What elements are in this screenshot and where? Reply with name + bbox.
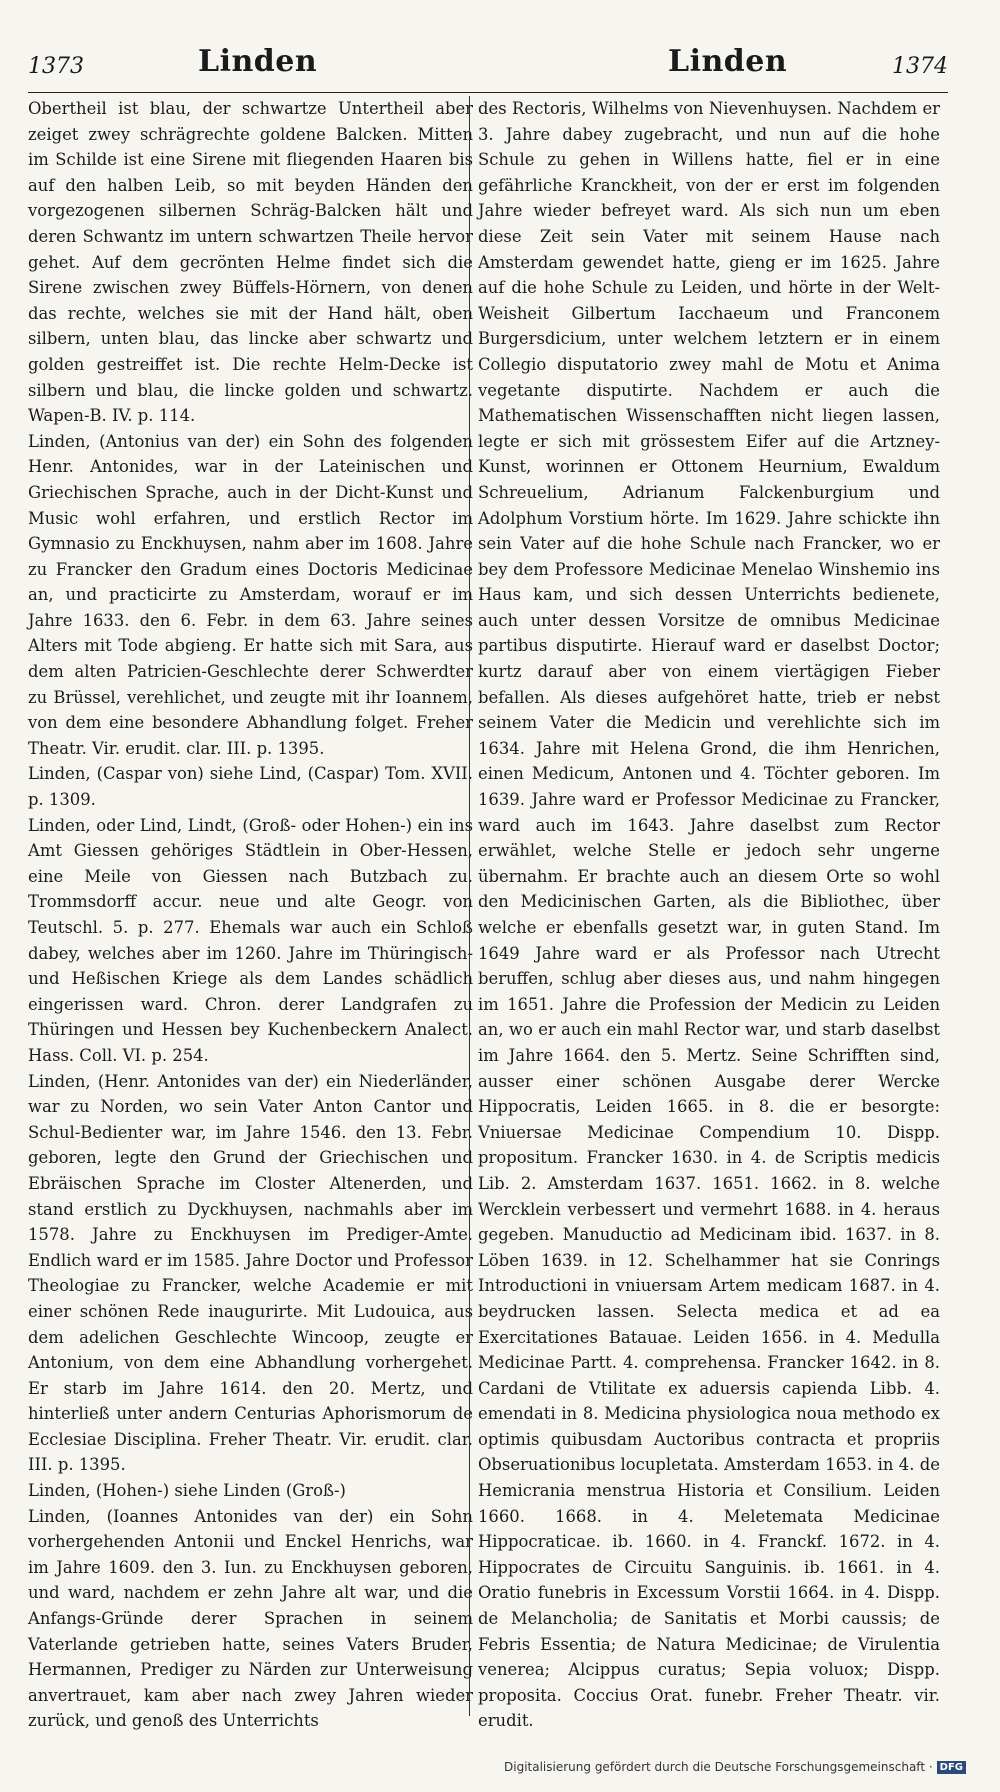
entry-paragraph: Linden, (Henr. Antonides van der) ein Niederländer, war zu Norden, wo sein Vater Anton Cantor und Schul-Bedienter war, im Jahre 1546. den 13. Febr. geboren, legte den Grund der Griechischen und Ebräischen Sprache im Closter Altenerden, und stand erstlich zu Dyckhuysen, nachmahls aber im 1578. Jahre zu Enckhuysen im Prediger-Amte. Endlich ward er im 1585. Jahre Doctor und Professor Theologiae zu Francker, welche Academie er mit einer schönen Rede inaugurirte. Mit Ludouica, aus dem adelichen Geschlechte Wincoop, zeugte er Antonium, von dem eine Abhandlung vorhergehet. Er starb im Jahre 1614. den 20. Mertz, und hinterließ unter andern Centurias Aphorismorum de Ecclesiae Disciplina. Freher Theatr. Vir. erudit. clar. III. p. 1395.	[28, 1071, 473, 1475]
entry-paragraph: Linden, (Antonius van der) ein Sohn des folgenden Henr. Antonides, war in der Lateinischen und Griechischen Sprache, auch in der Dicht-Kunst und Music wohl erfahren, und erstlich Rector im Gymnasio zu Enckhuysen, nahm aber im 1608. Jahre zu Francker den Gradum eines Doctoris Medicinae an, und practicirte zu Amsterdam, worauf er im Jahre 1633. den 6. Febr. in dem 63. Jahre seines Alters mit Tode abgieng. Er hatte sich mit Sara, aus dem alten Patricien-Geschlechte derer Schwerdter zu Brüssel, verehlichet, und zeugte mit ihr Ioannem, von dem eine besondere Abhandlung folget. Freher Theatr. Vir. erudit. clar. III. p. 1395.	[28, 431, 473, 758]
right-page-number: 1374	[892, 54, 948, 79]
left-column	[28, 96, 473, 1734]
entry-paragraph: Linden, (Hohen-) siehe Linden (Groß-)	[28, 1481, 346, 1501]
digitization-footer	[504, 1760, 966, 1774]
footer-text: Digitalisierung gefördert durch die Deutsche Forschungsgemeinschaft ·	[504, 1760, 933, 1774]
right-column	[478, 96, 940, 1734]
entry-paragraph: Obertheil ist blau, der schwartze Untertheil aber zeiget zwey schrägrechte goldene Balcken. Mitten im Schilde ist eine Sirene mit fliegenden Haaren bis auf den halben Leib, so mit beyden Händen den vorgezogenen silbernen Schräg-Balcken hält und deren Schwantz im untern schwartzen Theile hervor gehet. Auf dem gecrönten Helme findet sich die Sirene zwischen zwey Büffels-Hörnern, von denen das rechte, welches sie mit der Hand hält, oben silbern, unten blau, das lincke aber schwartz und golden gestreiffet ist. Die rechte Helm-Decke ist silbern und blau, die lincke golden und schwartz. Wapen-B. IV. p. 114.	[28, 99, 473, 426]
entry-paragraph: Linden, (Caspar von) siehe Lind, (Caspar) Tom. XVII. p. 1309.	[28, 764, 473, 810]
dfg-logo: DFG	[937, 1761, 966, 1774]
right-column-title: Linden	[668, 44, 788, 79]
page-header	[28, 44, 948, 84]
left-page-number: 1373	[28, 54, 84, 79]
entry-paragraph: Linden, oder Lind, Lindt, (Groß- oder Hohen-) ein ins Amt Giessen gehöriges Städtlein in Ober-Hessen, eine Meile von Giessen nach Butzbach zu. Trommsdorff accur. neue und alte Geogr. von Teutschl. 5. p. 277. Ehemals war auch ein Schloß dabey, welches aber im 1260. Jahre im Thüringisch- und Heßischen Kriege als dem Landes schädlich eingerissen ward. Chron. derer Landgrafen zu Thüringen und Hessen bey Kuchenbeckern Analect. Hass. Coll. VI. p. 254.	[28, 815, 473, 1065]
entry-paragraph: des Rectoris, Wilhelms von Nievenhuysen. Nachdem er 3. Jahre dabey zugebracht, und nun auf die hohe Schule zu gehen in Willens hatte, fiel er in eine gefährliche Kranckheit, von der er erst im folgenden Jahre wieder befreyet ward. Als sich nun um eben diese Zeit sein Vater mit seinem Hause nach Amsterdam gewendet hatte, gieng er im 1625. Jahre auf die hohe Schule zu Leiden, und hörte in der Welt-Weisheit Gilbertum Iacchaeum und Franconem Burgersdicium, unter welchem letztern er in einem Collegio disputatorio zwey mahl de Motu et Anima vegetante disputirte. Nachdem er auch die Mathematischen Wissenschafften nicht liegen lassen, legte er sich mit grössestem Eifer auf die Artzney-Kunst, worinnen er Ottonem Heurnium, Ewaldum Schreuelium, Adrianum Falckenburgium und Adolphum Vorstium hörte. Im 1629. Jahre schickte ihn sein Vater auf die hohe Schule nach Francker, wo er bey dem Professore Medicinae Menelao Winshemio ins Haus kam, und sich dessen Unterrichts bedienete, auch unter dessen Vorsitze de omnibus Medicinae partibus disputirte. Hierauf ward er daselbst Doctor; kurtz darauf aber von einem viertägigen Fieber befallen. Als dieses aufgehöret hatte, trieb er nebst seinem Vater die Medicin und verehlichte sich im 1634. Jahre mit Helena Grond, die ihm Henrichen, einen Medicum, Antonen und 4. Töchter geboren. Im 1639. Jahre ward er Professor Medicinae zu Francker, ward auch im 1643. Jahre daselbst zum Rector erwählet, welche Stelle er jedoch sehr ungerne übernahm. Er brachte auch an diesem Orte so wohl den Medicinischen Garten, als die Bibliothec, über welche er ebenfalls gesetzt war, in guten Stand. Im 1649 Jahre ward er als Professor nach Utrecht beruffen, schlug aber dieses aus, und nahm hingegen im 1651. Jahre die Profession der Medicin zu Leiden an, wo er auch ein mahl Rector war, und starb daselbst im Jahre 1664. den 5. Mertz. Seine Schrifften sind, ausser einer schönen Ausgabe derer Wercke Hippocratis, Leiden 1665. in 8. die er besorgte: Vniuersae Medicinae Compendium 10. Dispp. propositum. Francker 1630. in 4. de Scriptis medicis Lib. 2. Amsterdam 1637. 1651. 1662. in 8. welche Wercklein verbessert und vermehrt 1688. in 4. heraus gegeben. Manuductio ad Medicinam ibid. 1637. in 8. Löben 1639. in 12. Schelhammer hat sie Conrings Introductioni in vniuersam Artem medicam 1687. in 4. beydrucken lassen. Selecta medica et ad ea Exercitationes Batauae. Leiden 1656. in 4. Medulla Medicinae Partt. 4. comprehensa. Francker 1642. in 8. Cardani de Vtilitate ex aduersis capienda Libb. 4. emendati in 8. Medicina physiologica noua methodo ex optimis quibusdam Auctoribus contracta et propriis Obseruationibus locupletata. Amsterdam 1653. in 4. de Hemicrania menstrua Historia et Consilium. Leiden 1660. 1668. in 4. Meletemata Medicinae Hippocraticae. ib. 1660. in 4. Franckf. 1672. in 4. Hippocrates de Circuitu Sanguinis. ib. 1661. in 4. Oratio funebris in Excessum Vorstii 1664. in 4. Dispp. de Melancholia; de Sanitatis et Morbi caussis; de Febris Essentia; de Natura Medicinae; de Virulentia venerea; Alcippus curatus; Sepia voluox; Dispp. proposita. Coccius Orat. funebr. Freher Theatr. vir. erudit.	[478, 99, 940, 1731]
entry-paragraph: Linden, (Ioannes Antonides van der) ein Sohn vorhergehenden Antonii und Enckel Henrichs, war im Jahre 1609. den 3. Iun. zu Enckhuysen geboren, und ward, nachdem er zehn Jahre alt war, und die Anfangs-Gründe derer Sprachen in seinem Vaterlande getrieben hatte, seines Vaters Bruder, Hermannen, Prediger zu Närden zur Unterweisung anvertrauet, kam aber nach zwey Jahren wieder zurück, und genoß des Unterrichts	[28, 1506, 473, 1731]
left-column-title: Linden	[198, 44, 318, 79]
column-divider	[469, 96, 470, 1716]
header-rule	[28, 92, 948, 93]
